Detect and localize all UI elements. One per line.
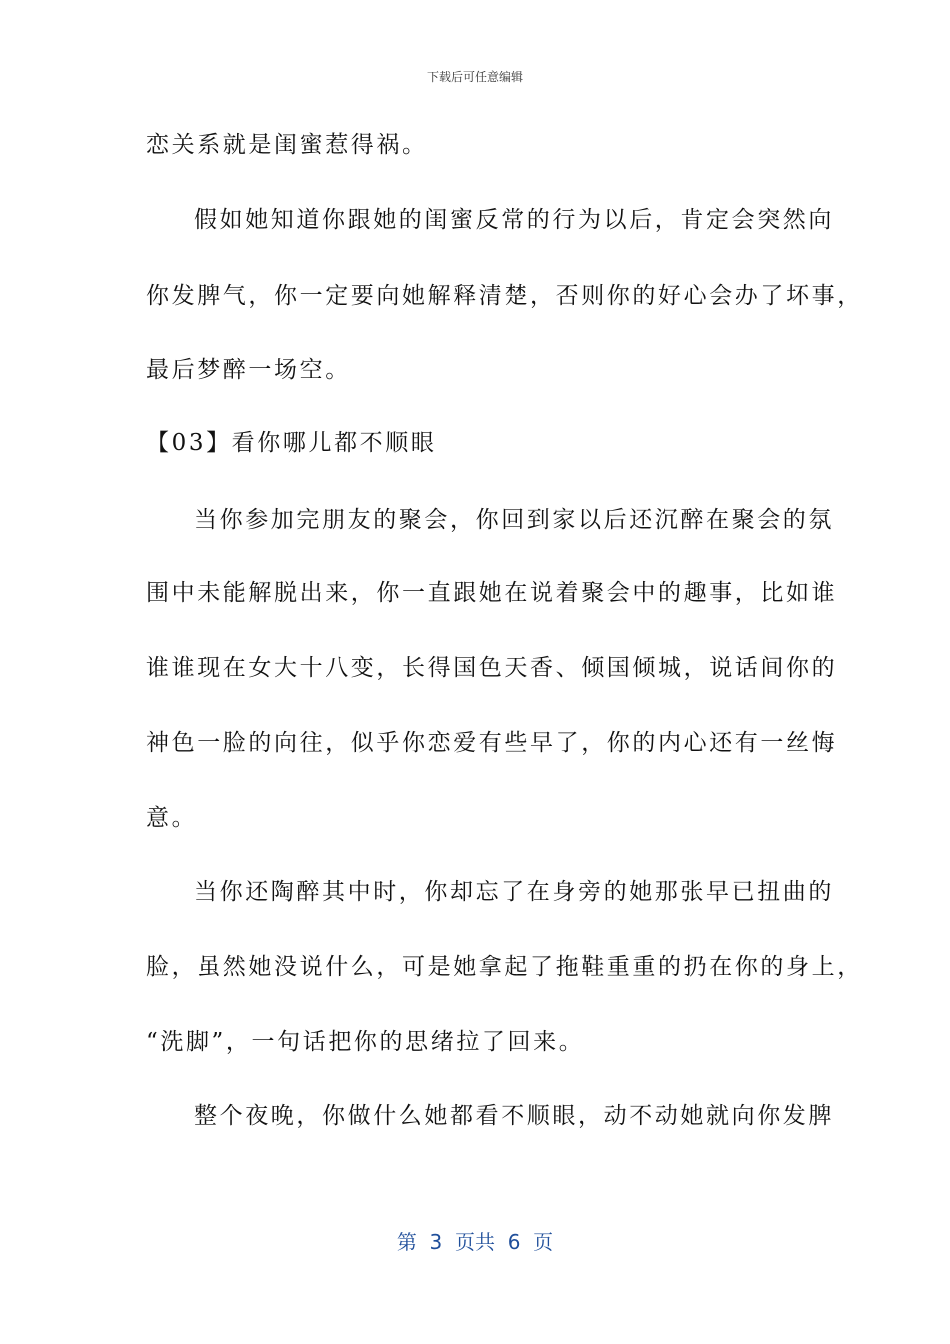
text-line: 意。	[146, 805, 198, 831]
text-line: “洗脚”，一句话把你的思绪拉了回来。	[146, 1029, 585, 1055]
text-line: 恋关系就是闺蜜惹得祸。	[146, 132, 428, 158]
page-footer: 第 3 页共 6 页	[396, 1230, 554, 1254]
text-line: 你发脾气，你一定要向她解释清楚，否则你的好心会办了坏事，	[146, 283, 863, 309]
page-header: 下载后可任意编辑	[426, 70, 523, 84]
text-line: 围中未能解脱出来，你一直跟她在说着聚会中的趣事，比如谁	[146, 580, 838, 606]
text-line: 当你参加完朋友的聚会，你回到家以后还沉醉在聚会的氛	[194, 507, 834, 533]
text-line: 假如她知道你跟她的闺蜜反常的行为以后，肯定会突然向	[194, 207, 834, 233]
section-heading: 【03】看你哪儿都不顺眼	[146, 430, 437, 456]
text-line: 神色一脸的向往，似乎你恋爱有些早了，你的内心还有一丝悔	[146, 730, 838, 756]
text-line: 最后梦醉一场空。	[146, 357, 351, 383]
text-line: 脸，虽然她没说什么，可是她拿起了拖鞋重重的扔在你的身上，	[146, 954, 863, 980]
text-line: 当你还陶醉其中时，你却忘了在身旁的她那张早已扭曲的	[194, 879, 834, 905]
text-line: 整个夜晚，你做什么她都看不顺眼，动不动她就向你发脾	[194, 1103, 834, 1129]
text-line: 谁谁现在女大十八变，长得国色天香、倾国倾城，说话间你的	[146, 655, 838, 681]
